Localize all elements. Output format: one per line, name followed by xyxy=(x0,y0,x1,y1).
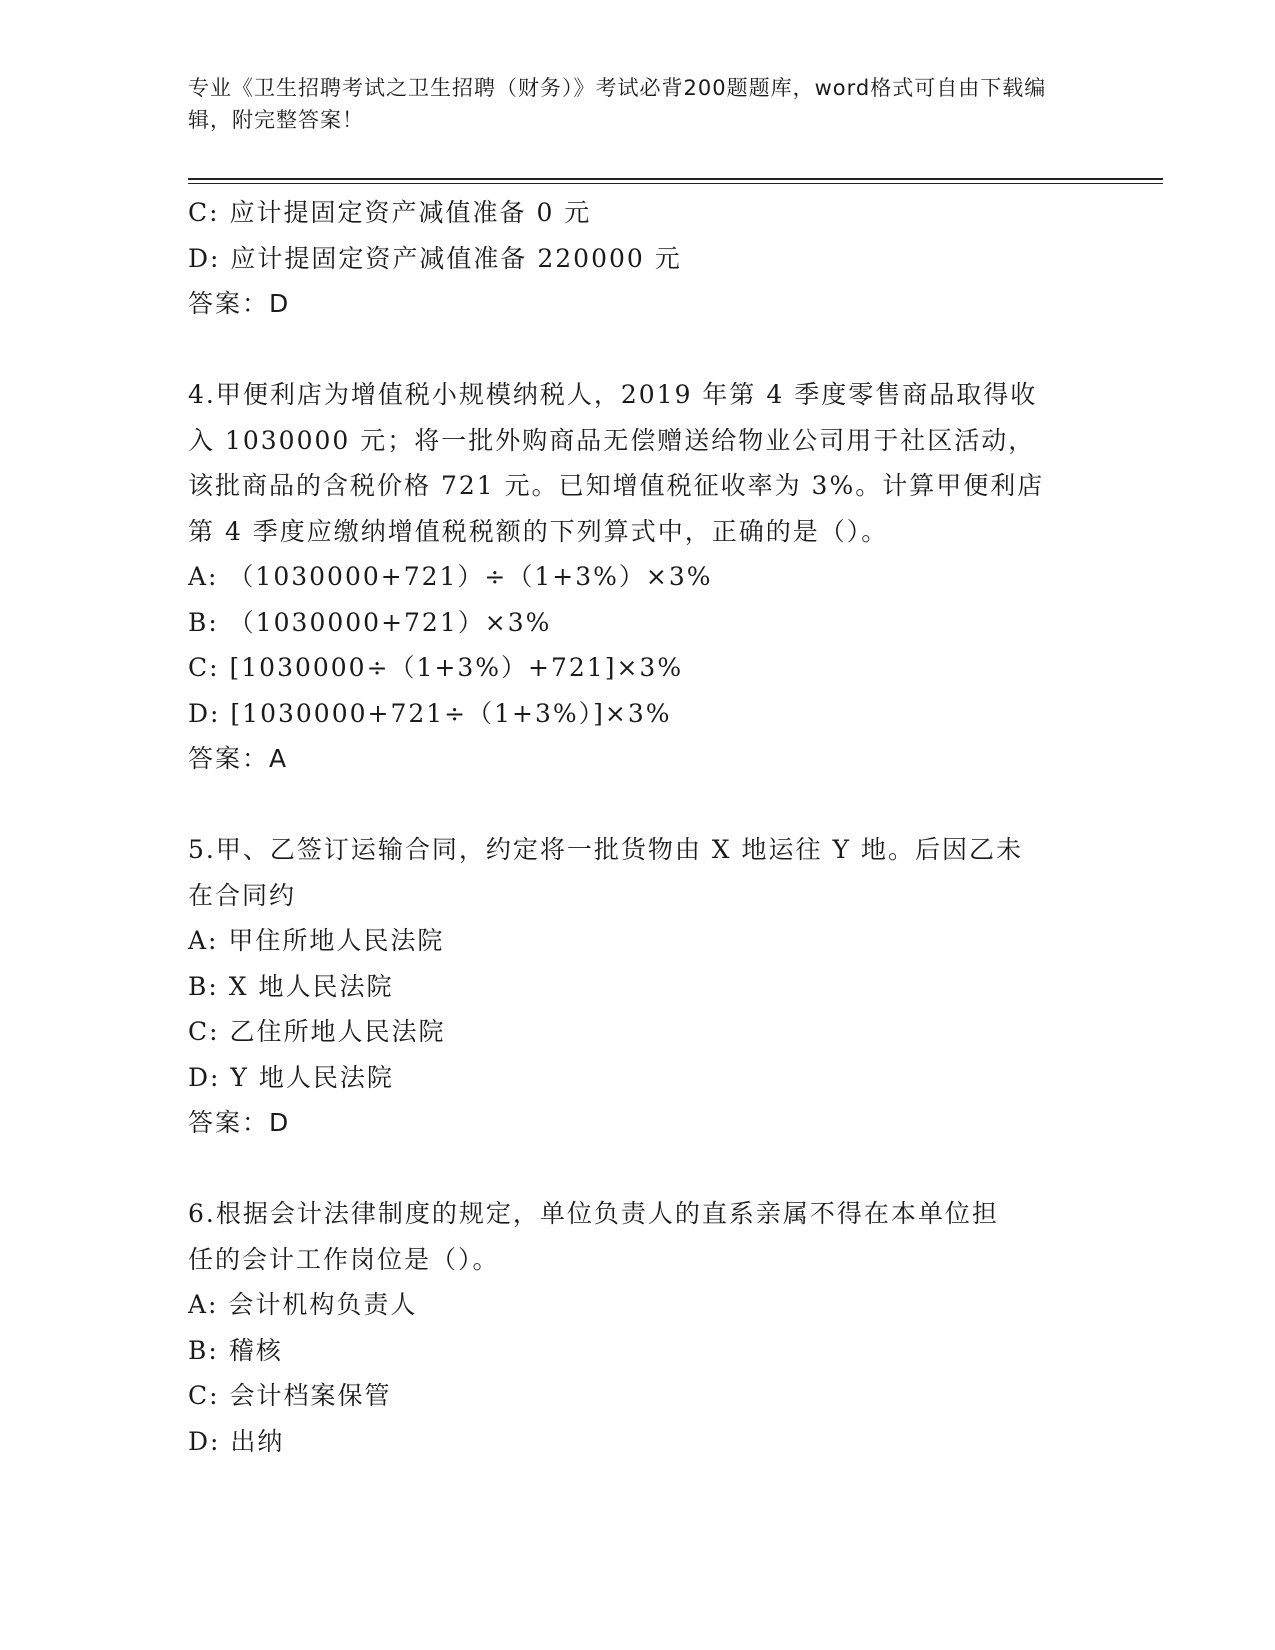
question-5 xyxy=(188,827,1078,1146)
option-c: C: 会计档案保管 xyxy=(188,1381,392,1410)
option-d: D: [1030000+721÷（1+3%）]×3% xyxy=(188,698,672,728)
option-c: C: 乙住所地人民法院 xyxy=(188,1017,446,1046)
option-a: A: 甲住所地人民法院 xyxy=(188,926,445,955)
question-text-line: 6.根据会计法律制度的规定，单位负责人的直系亲属不得在本单位担 xyxy=(188,1199,999,1228)
question-text-line: 第 4 季度应缴纳增值税税额的下列算式中，正确的是（）。 xyxy=(188,516,889,546)
question-4 xyxy=(188,372,1078,782)
question-text-line: 5.甲、乙签订运输合同，约定将一批货物由 X 地运往 Y 地。后因乙未 xyxy=(188,835,1023,864)
question-text-line: 在合同约 xyxy=(188,880,297,910)
option-a: A: （1030000+721）÷（1+3%）×3% xyxy=(188,562,713,591)
question-list xyxy=(188,190,1078,1464)
spacer xyxy=(188,327,1078,373)
spacer xyxy=(188,782,1078,828)
answer-line: 答案：A xyxy=(188,744,289,773)
question-text-line: 任的会计工作岗位是（）。 xyxy=(188,1244,500,1274)
document-header: 专业《卫生招聘考试之卫生招聘（财务）》考试必背200题题库，word格式可自由下载编辑，附完整答案！ xyxy=(188,76,1047,132)
option-c: C: [1030000÷（1+3%）+721]×3% xyxy=(188,653,684,682)
option-c: C: 应计提固定资产减值准备 0 元 xyxy=(188,198,592,227)
option-b: B: （1030000+721）×3% xyxy=(188,607,552,637)
option-b: B: X 地人民法院 xyxy=(188,971,394,1001)
spacer xyxy=(188,1146,1078,1192)
option-a: A: 会计机构负责人 xyxy=(188,1290,418,1319)
question-text-line: 4.甲便利店为增值税小规模纳税人，2019 年第 4 季度零售商品取得收 xyxy=(188,380,1038,409)
answer-line: 答案：D xyxy=(188,289,291,318)
question-text-line: 该批商品的含税价格 721 元。已知增值税征收率为 3%。计算甲便利店 xyxy=(188,471,1045,500)
option-d: D: 应计提固定资产减值准备 220000 元 xyxy=(188,243,682,273)
header-divider-thin xyxy=(188,183,1163,184)
question-6 xyxy=(188,1191,1078,1464)
question-text-line: 入 1030000 元；将一批外购商品无偿赠送给物业公司用于社区活动， xyxy=(188,425,1036,455)
option-d: D: 出纳 xyxy=(188,1426,285,1456)
option-b: B: 稽核 xyxy=(188,1335,283,1365)
option-d: D: Y 地人民法院 xyxy=(188,1062,394,1092)
answer-line: 答案：D xyxy=(188,1108,291,1137)
header-divider xyxy=(188,178,1163,180)
